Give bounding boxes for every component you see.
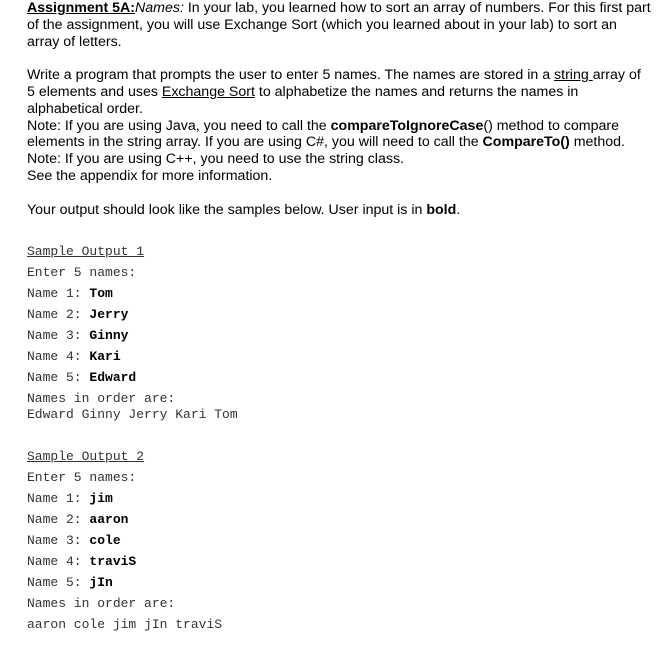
- cs-note-end: method.: [569, 134, 625, 151]
- user-input: cole: [89, 533, 121, 548]
- sample-2-prompt: Enter 5 names:: [27, 470, 137, 485]
- assignment-heading: Assignment 5A:: [27, 0, 135, 16]
- task-text-3: to alphabetize the names and returns the names in alphabetical order.: [27, 83, 579, 117]
- output-note-text: Your output should look like the samples below. User input is in: [27, 201, 427, 218]
- line-label: Name 3:: [27, 328, 90, 343]
- sample-2-line-4: [27, 554, 136, 569]
- assignment-text: [27, 0, 652, 218]
- user-input: Kari: [89, 349, 121, 364]
- output-note-bold: bold: [426, 201, 457, 218]
- line-label: Name 3:: [27, 533, 90, 548]
- cpp-note: Note: If you are using C++, you need to use the string class.: [27, 151, 404, 168]
- sample-1-result-label: Names in order are:: [27, 391, 176, 406]
- sample-1-line-3: [27, 328, 128, 343]
- line-label: Name 5:: [27, 575, 90, 590]
- line-label: Name 2:: [27, 307, 90, 322]
- sample-2-line-2: [27, 512, 128, 527]
- user-input: jIn: [89, 575, 113, 590]
- sample-2-line-1: [27, 491, 113, 506]
- sample-2-result-label: Names in order are:: [27, 596, 176, 611]
- user-input: traviS: [89, 554, 137, 569]
- java-note-text: Note: If you are using Java, you need to call the: [27, 117, 331, 134]
- sample-1-title: Sample Output 1: [27, 244, 145, 259]
- output-note-end: .: [456, 201, 461, 218]
- sample-1-line-4: [27, 349, 121, 364]
- appendix-note: See the appendix for more information.: [27, 167, 273, 184]
- task-string-term: string: [554, 67, 593, 84]
- intro-paragraph: [27, 0, 652, 50]
- line-label: Name 2:: [27, 512, 90, 527]
- user-input: aaron: [89, 512, 129, 527]
- intro-text: In your lab, you learned how to sort an array of numbers. For this first part of the assignment, you will use Exchange Sort (which you learned about in your lab) to sort an array of letters.: [27, 0, 651, 50]
- sample-1-prompt: Enter 5 names:: [27, 265, 137, 280]
- java-method-name: compareToIgnoreCase: [330, 117, 484, 134]
- task-text-1: Write a program that prompts the user to enter 5 names. The names are stored in a: [27, 67, 555, 84]
- user-input: Jerry: [89, 307, 129, 322]
- sample-2-title: Sample Output 2: [27, 449, 145, 464]
- output-note: [27, 202, 652, 219]
- line-label: Name 4:: [27, 554, 90, 569]
- user-input: Tom: [89, 286, 113, 301]
- task-paragraph: [27, 67, 652, 117]
- sample-2-result: aaron cole jim jIn traviS: [27, 617, 223, 632]
- sample-1-line-1: [27, 286, 113, 301]
- task-exchange-sort-term: Exchange Sort: [161, 83, 255, 100]
- sample-2-line-5: [27, 575, 113, 590]
- line-label: Name 5:: [27, 370, 90, 385]
- sample-2-line-3: [27, 533, 121, 548]
- assignment-subtitle: Names:: [135, 0, 184, 16]
- user-input: Edward: [89, 370, 137, 385]
- line-label: Name 1:: [27, 286, 90, 301]
- user-input: Ginny: [89, 328, 129, 343]
- line-label: Name 4:: [27, 349, 90, 364]
- java-note-text-2: () method to compare elements in the string array. If you are using C#, you will need to call the: [27, 117, 619, 151]
- task-text-2: array of 5 elements and uses: [27, 67, 641, 100]
- sample-1-line-5: [27, 370, 136, 385]
- line-label: Name 1:: [27, 491, 90, 506]
- cs-method-name: CompareTo(): [482, 134, 570, 151]
- java-note: [27, 118, 652, 152]
- user-input: jim: [89, 491, 113, 506]
- sample-1-result: Edward Ginny Jerry Kari Tom: [27, 407, 238, 422]
- sample-1-line-2: [27, 307, 128, 322]
